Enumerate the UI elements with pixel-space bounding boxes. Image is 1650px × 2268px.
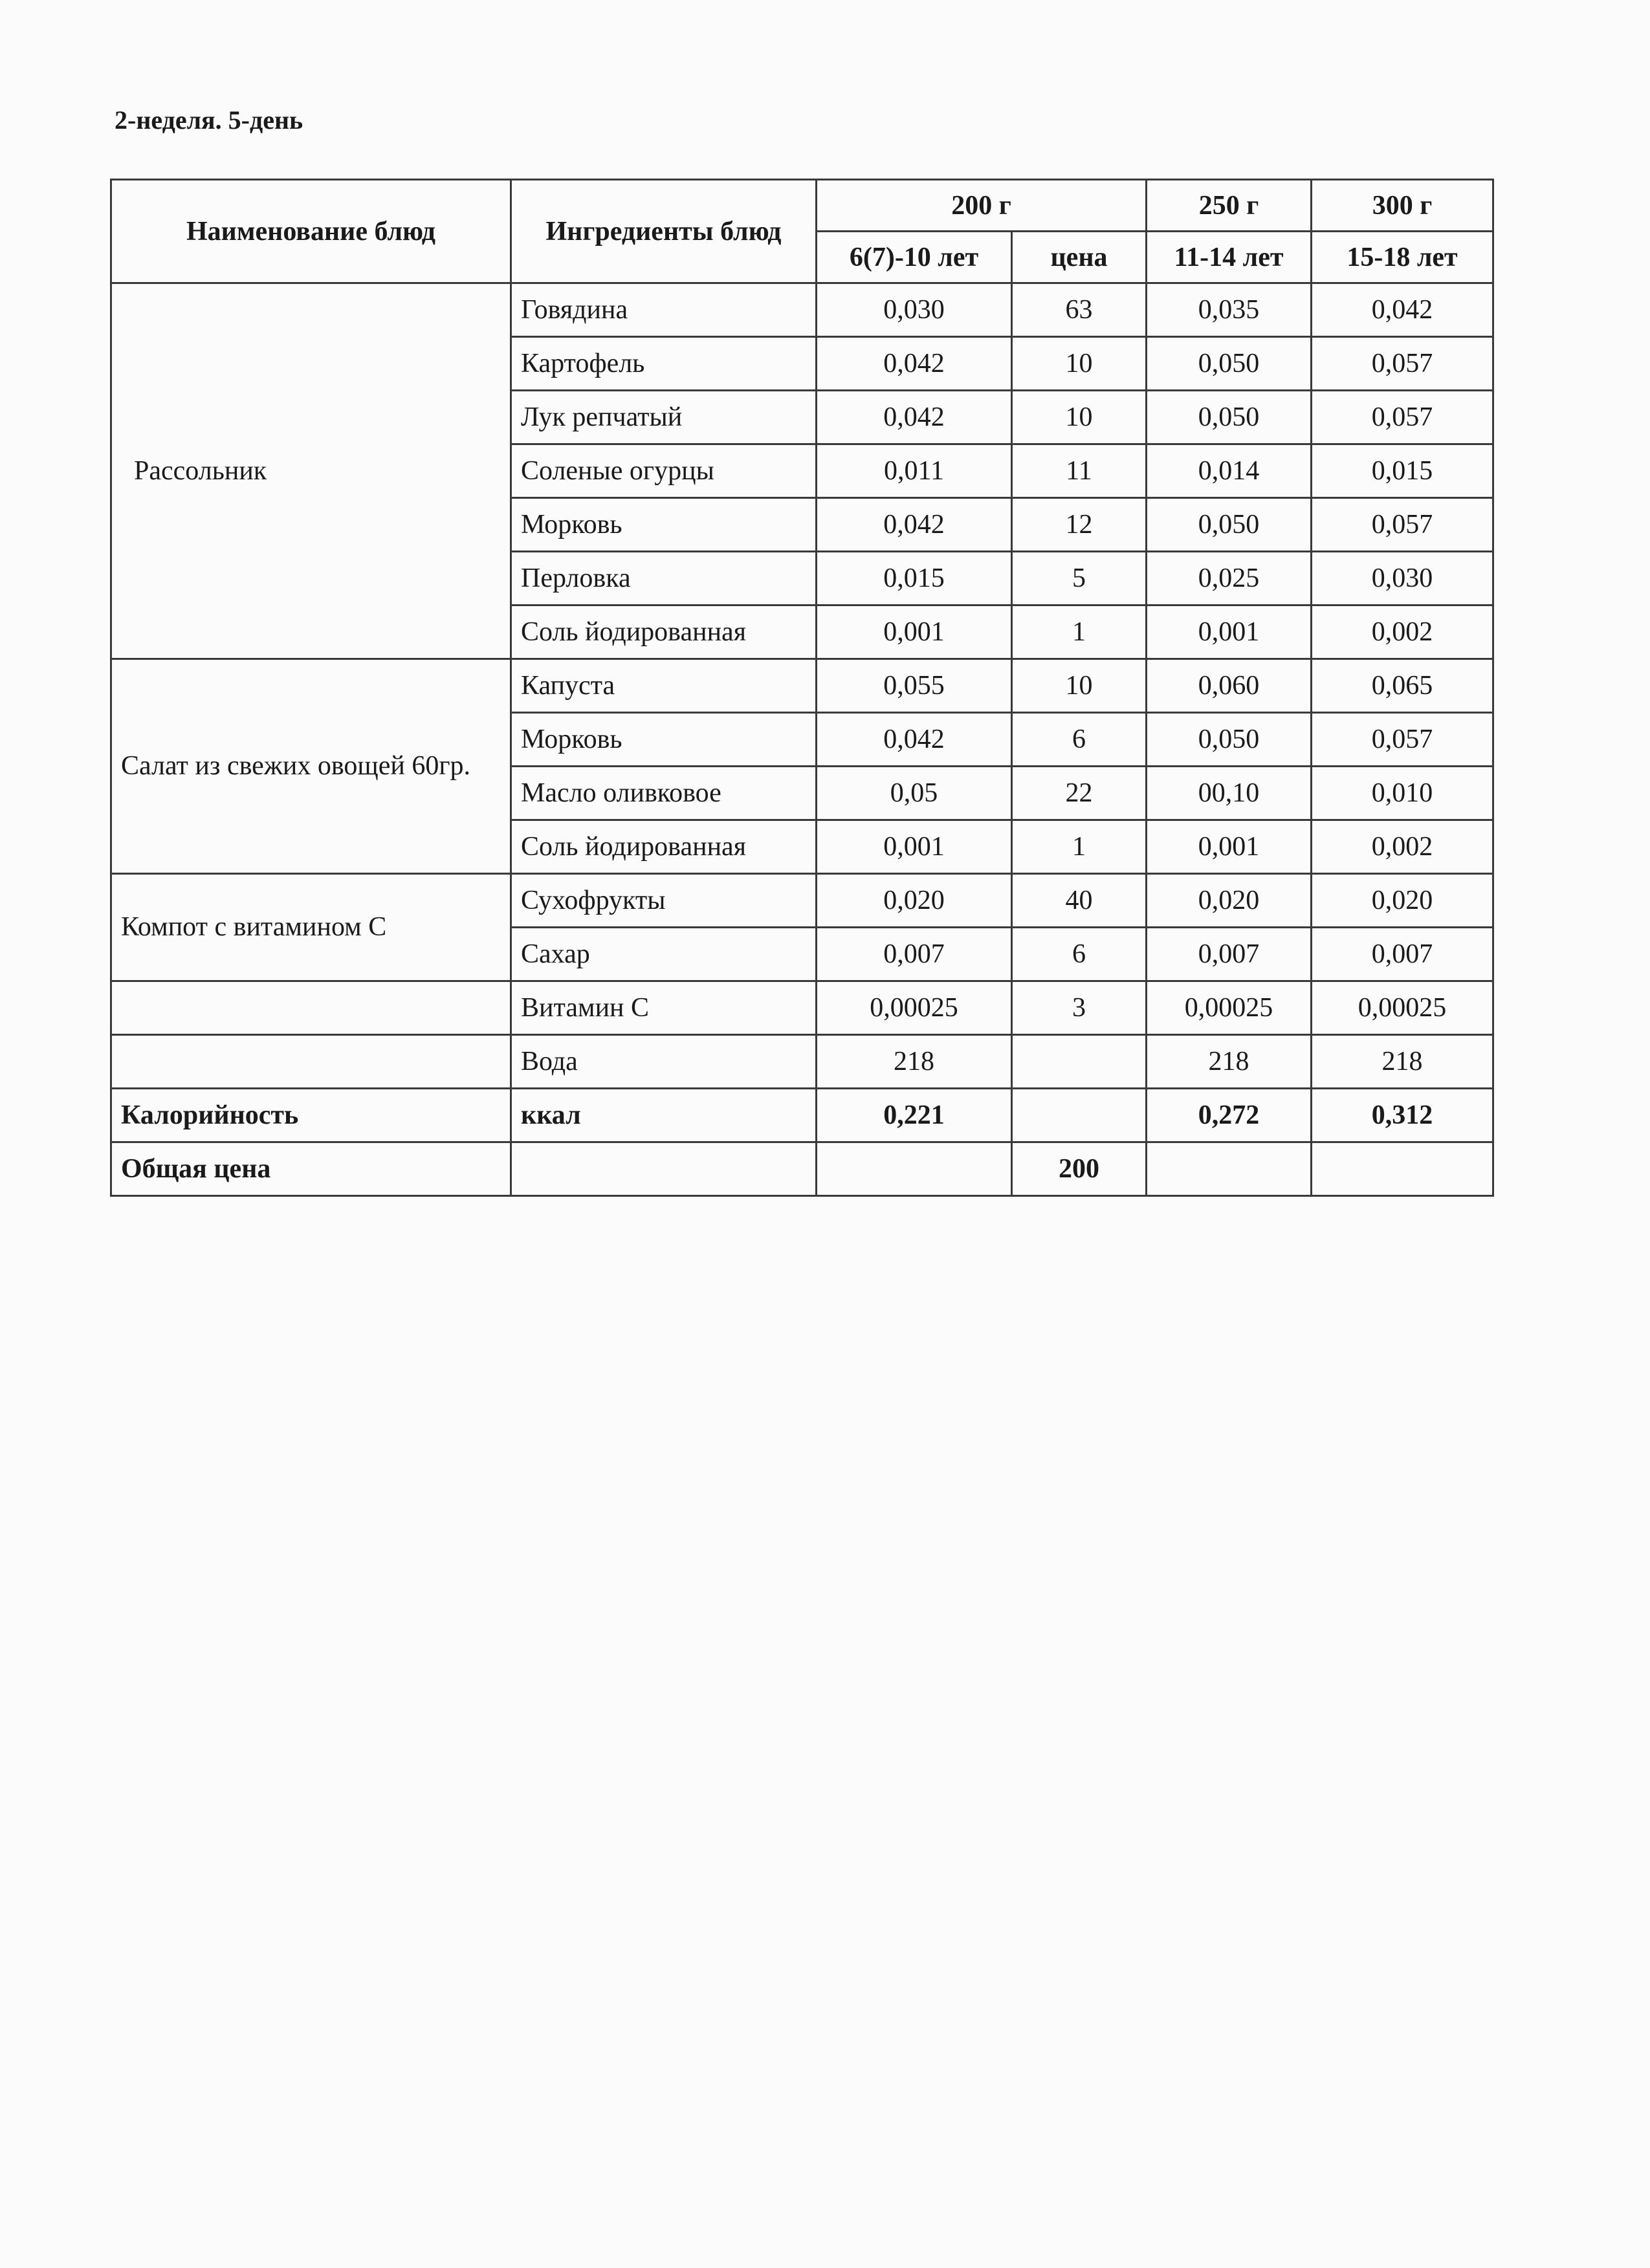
header-250g: 250 г [1147,180,1312,232]
header-price: цена [1012,232,1147,283]
amount-250g-cell: 0,014 [1147,444,1312,498]
ingredient-cell: Соленые огурцы [511,444,817,498]
amount-250g-cell: 0,025 [1147,552,1312,605]
price-cell: 10 [1012,659,1147,713]
amount-300g-cell: 0,00025 [1312,981,1493,1035]
header-row-1 [111,180,1493,232]
amount-200g-cell: 0,007 [817,928,1012,981]
ingredient-cell: Капуста [511,659,817,713]
ingredient-cell: Морковь [511,498,817,552]
calories-200g: 0,221 [817,1089,1012,1142]
amount-300g-cell: 0,057 [1312,337,1493,391]
amount-200g-cell: 0,001 [817,605,1012,659]
ingredient-cell: Перловка [511,552,817,605]
header-ingredients: Ингредиенты блюд [511,180,817,283]
price-cell: 5 [1012,552,1147,605]
amount-200g-cell: 0,00025 [817,981,1012,1035]
price-cell: 1 [1012,605,1147,659]
ingredient-cell: Соль йодированная [511,820,817,874]
page-title: 2-неделя. 5-день [115,105,303,135]
price-cell: 3 [1012,981,1147,1035]
dish-name-cell: Компот с витамином С [111,874,511,981]
amount-200g-cell: 0,020 [817,874,1012,928]
amount-250g-cell: 0,00025 [1147,981,1312,1035]
amount-250g-cell: 0,020 [1147,874,1312,928]
price-cell: 63 [1012,283,1147,337]
amount-250g-cell: 00,10 [1147,767,1312,820]
amount-250g-cell: 218 [1147,1035,1312,1089]
amount-250g-cell: 0,001 [1147,820,1312,874]
ingredient-cell: Картофель [511,337,817,391]
dish-name-cell [111,1035,511,1089]
price-cell: 40 [1012,874,1147,928]
amount-300g-cell: 0,015 [1312,444,1493,498]
amount-300g-cell: 218 [1312,1035,1493,1089]
amount-250g-cell: 0,050 [1147,391,1312,444]
ingredient-cell: Сахар [511,928,817,981]
amount-300g-cell: 0,057 [1312,391,1493,444]
ingredient-cell: Витамин С [511,981,817,1035]
empty-cell [1312,1142,1493,1196]
dish-name-cell [111,981,511,1035]
amount-250g-cell: 0,050 [1147,337,1312,391]
ingredient-cell: Соль йодированная [511,605,817,659]
header-200g: 200 г [817,180,1147,232]
amount-200g-cell: 0,030 [817,283,1012,337]
amount-300g-cell: 0,002 [1312,820,1493,874]
calories-unit: ккал [511,1089,817,1142]
price-cell: 6 [1012,928,1147,981]
ingredient-cell: Лук репчатый [511,391,817,444]
price-cell: 10 [1012,391,1147,444]
amount-250g-cell: 0,035 [1147,283,1312,337]
amount-200g-cell: 218 [817,1035,1012,1089]
empty-cell [511,1142,817,1196]
amount-200g-cell: 0,001 [817,820,1012,874]
header-300g: 300 г [1312,180,1493,232]
amount-200g-cell: 0,05 [817,767,1012,820]
amount-300g-cell: 0,042 [1312,283,1493,337]
table-row [111,981,1493,1035]
ingredient-cell: Масло оливковое [511,767,817,820]
amount-300g-cell: 0,057 [1312,498,1493,552]
total-row [111,1142,1493,1196]
price-cell: 22 [1012,767,1147,820]
total-price: 200 [1012,1142,1147,1196]
amount-250g-cell: 0,050 [1147,713,1312,767]
price-cell: 6 [1012,713,1147,767]
amount-200g-cell: 0,042 [817,498,1012,552]
empty-cell [817,1142,1012,1196]
ingredient-cell: Говядина [511,283,817,337]
amount-300g-cell: 0,010 [1312,767,1493,820]
calories-300g: 0,312 [1312,1089,1493,1142]
ingredient-cell: Морковь [511,713,817,767]
calories-row [111,1089,1493,1142]
table-row [111,1035,1493,1089]
amount-200g-cell: 0,055 [817,659,1012,713]
amount-300g-cell: 0,002 [1312,605,1493,659]
amount-300g-cell: 0,020 [1312,874,1493,928]
amount-300g-cell: 0,030 [1312,552,1493,605]
price-cell: 10 [1012,337,1147,391]
ingredient-cell: Вода [511,1035,817,1089]
calories-250g: 0,272 [1147,1089,1312,1142]
amount-250g-cell: 0,007 [1147,928,1312,981]
table-row [111,283,1493,337]
menu-table [110,179,1494,1197]
calories-label: Калорийность [111,1089,511,1142]
header-dish-name: Наименование блюд [111,180,511,283]
amount-250g-cell: 0,001 [1147,605,1312,659]
dish-name-cell: Рассольник [111,283,511,659]
calories-price [1012,1089,1147,1142]
dish-name-cell: Салат из свежих овощей 60гр. [111,659,511,874]
amount-300g-cell: 0,065 [1312,659,1493,713]
total-label: Общая цена [111,1142,511,1196]
amount-250g-cell: 0,060 [1147,659,1312,713]
amount-200g-cell: 0,042 [817,713,1012,767]
header-age-15-18: 15-18 лет [1312,232,1493,283]
header-age-11-14: 11-14 лет [1147,232,1312,283]
table-row [111,659,1493,713]
table-row [111,874,1493,928]
ingredient-cell: Сухофрукты [511,874,817,928]
amount-300g-cell: 0,007 [1312,928,1493,981]
price-cell [1012,1035,1147,1089]
empty-cell [1147,1142,1312,1196]
amount-200g-cell: 0,011 [817,444,1012,498]
amount-200g-cell: 0,042 [817,391,1012,444]
amount-200g-cell: 0,042 [817,337,1012,391]
price-cell: 12 [1012,498,1147,552]
amount-200g-cell: 0,015 [817,552,1012,605]
price-cell: 1 [1012,820,1147,874]
price-cell: 11 [1012,444,1147,498]
header-age-6-10: 6(7)-10 лет [817,232,1012,283]
amount-300g-cell: 0,057 [1312,713,1493,767]
amount-250g-cell: 0,050 [1147,498,1312,552]
